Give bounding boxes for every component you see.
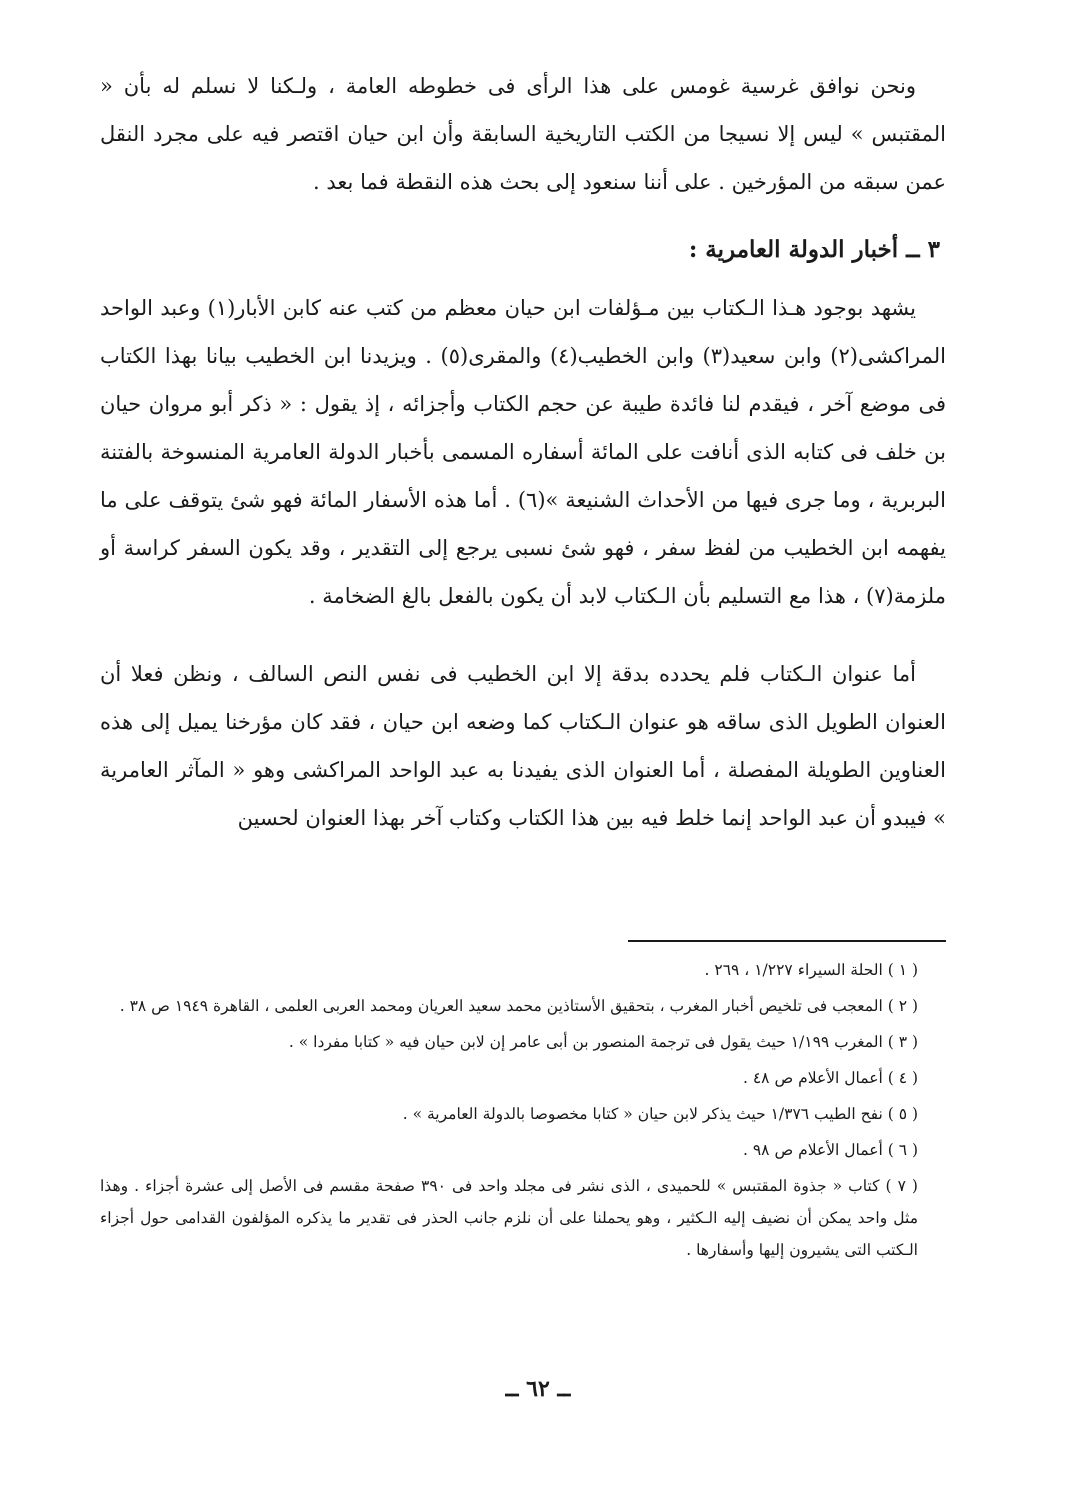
paragraph-1: ونحن نوافق غرسية غومس على هذا الرأى فى خطوطه العامة ، ولـكنا لا نسلم له بأن « المقتبس » ليس إلا نسيجا من الكتب التاريخية السابقة وأن ابن حيان اقتصر فيه على مجرد النقل عمن سبقه من المؤرخين . على أننا سنعود إلى بحث هذه النقطة فما بعد . xyxy=(100,74,946,194)
footnote-4: ( ٤ ) أعمال الأعلام ص ٤٨ . xyxy=(743,1069,918,1087)
footnotes xyxy=(100,950,946,1266)
footnote-divider xyxy=(628,940,946,942)
main-text xyxy=(100,62,946,842)
footnote-6: ( ٦ ) أعمال الأعلام ص ٩٨ . xyxy=(743,1141,918,1159)
footnote-2: ( ٢ ) المعجب فى تلخيص أخبار المغرب ، بتحقيق الأستاذين محمد سعيد العريان ومحمد العربى العلمى ، القاهرة ١٩٤٩ ص ٣٨ . xyxy=(119,997,918,1015)
footnote-7: ( ٧ ) كتاب « جذوة المقتبس » للحميدى ، الذى نشر فى مجلد واحد فى ٣٩٠ صفحة مقسم فى الأصل إلى عشرة أجزاء . وهذا مثل واحد يمكن أن نضيف إليه الـكثير ، وهو يحملنا على أن نلزم جانب الحذر فى تقدير ما يذكره المؤلفون القدامى حول أجزاء الـكتب التى يشيرون إليها وأسفارها . xyxy=(100,1177,918,1259)
paragraph-3: أما عنوان الـكتاب فلم يحدده بدقة إلا ابن الخطيب فى نفس النص السالف ، ونظن فعلا أن العنوان الطويل الذى ساقه هو عنوان الـكتاب كما وضعه ابن حيان ، فقد كان مؤرخنا يميل إلى هذه العناوين الطويلة المفصلة ، أما العنوان الذى يفيدنا به عبد الواحد المراكشى وهو « المآثر العامرية » فيبدو أن عبد الواحد إنما خلط فيه بين هذا الكتاب وكتاب آخر بهذا العنوان لحسين xyxy=(100,662,946,830)
footnote-1: ( ١ ) الحلة السيراء ١/٢٢٧ ، ٢٦٩ . xyxy=(704,961,918,979)
paragraph-2: يشهد بوجود هـذا الـكتاب بين مـؤلفات ابن حيان معظم من كتب عنه كابن الأبار(١) وعبد الواحد المراكشى(٢) وابن سعيد(٣) وابن الخطيب(٤) والمقرى(٥) . ويزيدنا ابن الخطيب بيانا بهذا الكتاب فى موضع آخر ، فيقدم لنا فائدة طيبة عن حجم الكتاب وأجزائه ، إذ يقول : « ذكر أبو مروان حيان بن خلف فى كتابه الذى أنافت على المائة أسفاره المسمى بأخبار الدولة العامرية المنسوخة بالفتنة البربرية ، وما جرى فيها من الأحداث الشنيعة »(٦) . أما هذه الأسفار المائة فهو شئ يتوقف على ما يفهمه ابن الخطيب من لفظ سفر ، فهو شئ نسبى يرجع إلى التقدير ، وقد يكون السفر كراسة أو ملزمة(٧) ، هذا مع التسليم بأن الـكتاب لابد أن يكون بالفعل بالغ الضخامة . xyxy=(100,296,946,608)
footnote-3: ( ٣ ) المغرب ١/١٩٩ حيث يقول فى ترجمة المنصور بن أبى عامر إن لابن حيان فيه « كتابا مفردا » . xyxy=(288,1033,918,1051)
footnote-5: ( ٥ ) نفح الطيب ١/٣٧٦ حيث يذكر لابن حيان « كتابا مخصوصا بالدولة العامرية » . xyxy=(402,1105,918,1123)
section-heading: ٣ ــ أخبار الدولة العامرية : xyxy=(688,236,940,263)
page-number: ــ ٦٢ ــ xyxy=(505,1376,571,1402)
